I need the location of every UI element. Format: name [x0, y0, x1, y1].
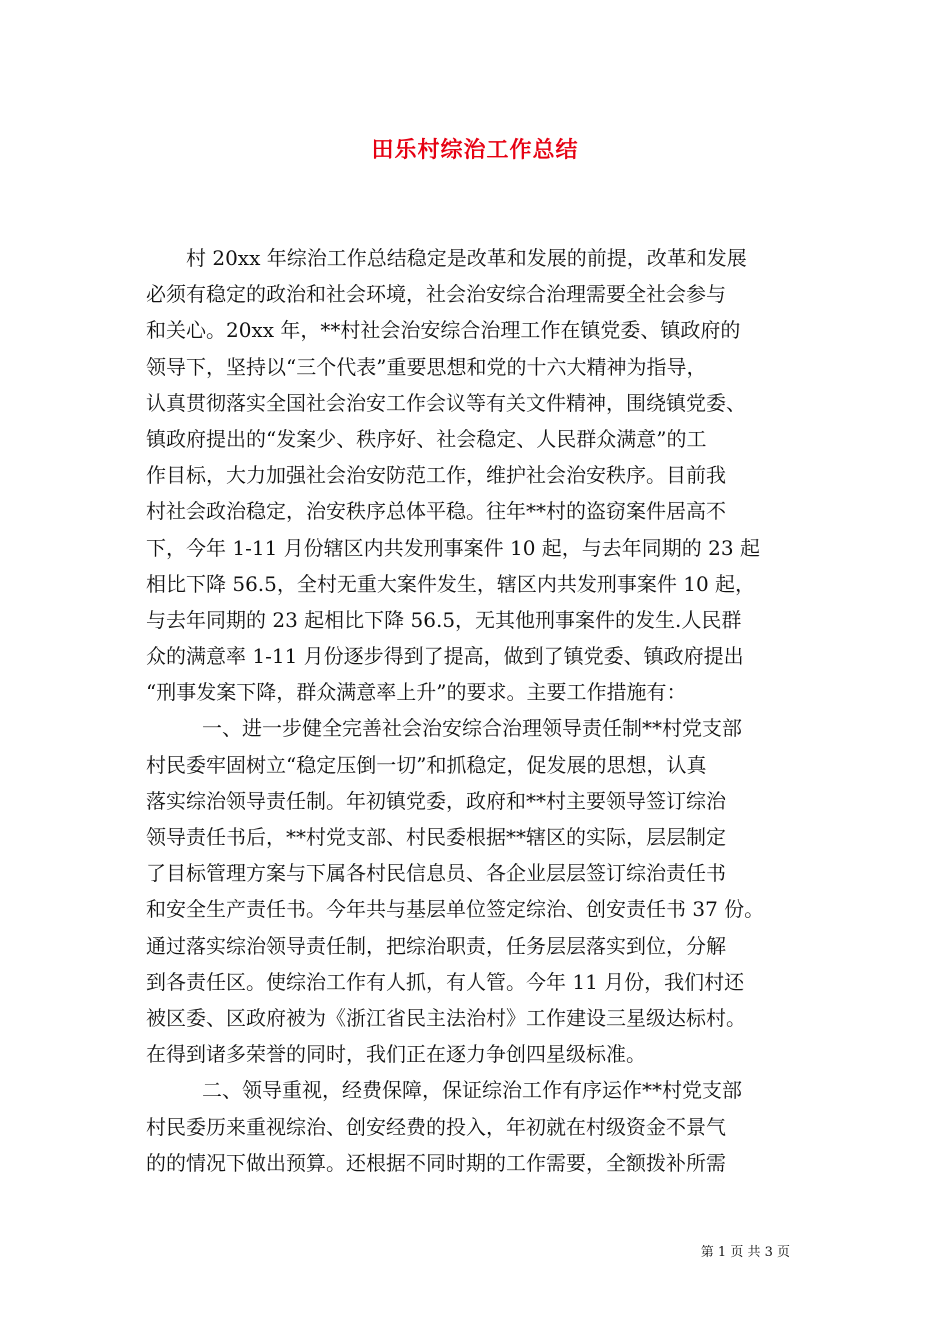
text-line: 落实综治领导责任制。年初镇党委，政府和**村主要领导签订综治: [146, 788, 726, 813]
text-line: 作目标，大力加强社会治安防范工作，维护社会治安秩序。目前我: [146, 463, 726, 488]
text-line: 必须有稳定的政治和社会环境，社会治安综合治理需要全社会参与: [146, 282, 726, 307]
text-line: 在得到诸多荣誉的同时，我们正在逐力争创四星级标准。: [146, 1042, 646, 1067]
text-line: 领导责任书后，**村党支部、村民委根据**辖区的实际，层层制定: [146, 825, 726, 849]
text-line: 与去年同期的 23 起相比下降 56.5，无其他刑事案件的发生.人民群: [146, 607, 742, 632]
text-line: 了目标管理方案与下属各村民信息员、各企业层层签订综治责任书: [146, 861, 726, 886]
text-line: 镇政府提出的“发案少、秩序好、社会稳定、人民群众满意”的工: [146, 426, 707, 451]
text-line: 的的情况下做出预算。还根据不同时期的工作需要，全额拨补所需: [146, 1150, 726, 1175]
text-line: 村民委牢固树立“稳定压倒一切”和抓稳定，促发展的思想，认真: [146, 752, 707, 777]
text-line: 到各责任区。使综治工作有人抓，有人管。今年 11 月份，我们村还: [146, 969, 745, 994]
page-number: 第 1 页 共 3 页: [700, 1245, 790, 1260]
text-line: 相比下降 56.5，全村无重大案件发生，辖区内共发刑事案件 10 起，: [146, 571, 756, 596]
document-body: [146, 240, 814, 1181]
text-line: 二、领导重视，经费保障，保证综治工作有序运作**村党支部: [202, 1078, 742, 1103]
text-line: 村社会政治稳定，治安秩序总体平稳。往年**村的盗窃案件居高不: [146, 499, 726, 524]
text-line: 和安全生产责任书。今年共与基层单位签定综治、创安责任书 37 份。: [146, 897, 765, 922]
text-line: 和关心。20xx 年，**村社会治安综合治理工作在镇党委、镇政府的: [146, 318, 741, 343]
text-line: 一、进一步健全完善社会治安综合治理领导责任制**村党支部: [202, 716, 742, 741]
text-line: 被区委、区政府被为《浙江省民主法治村》工作建设三星级达标村。: [146, 1005, 746, 1030]
text-line: 众的满意率 1-11 月份逐步得到了提高，做到了镇党委、镇政府提出: [146, 644, 744, 669]
text-line: “刑事发案下降，群众满意率上升”的要求。主要工作措施有：: [146, 680, 687, 705]
text-line: 村 20xx 年综治工作总结稳定是改革和发展的前提，改革和发展: [186, 246, 747, 270]
text-line: 通过落实综治领导责任制，把综治职责，任务层层落实到位，分解: [146, 933, 726, 958]
text-line: 下，今年 1-11 月份辖区内共发刑事案件 10 起，与去年同期的 23 起: [146, 535, 760, 560]
text-line: 领导下，坚持以“三个代表”重要思想和党的十六大精神为指导，: [146, 354, 707, 379]
page-title: 田乐村综治工作总结: [371, 137, 579, 163]
text-line: 村民委历来重视综治、创安经费的投入，年初就在村级资金不景气: [146, 1114, 726, 1139]
text-line: 认真贯彻落实全国社会治安工作会议等有关文件精神，围绕镇党委、: [146, 390, 746, 415]
